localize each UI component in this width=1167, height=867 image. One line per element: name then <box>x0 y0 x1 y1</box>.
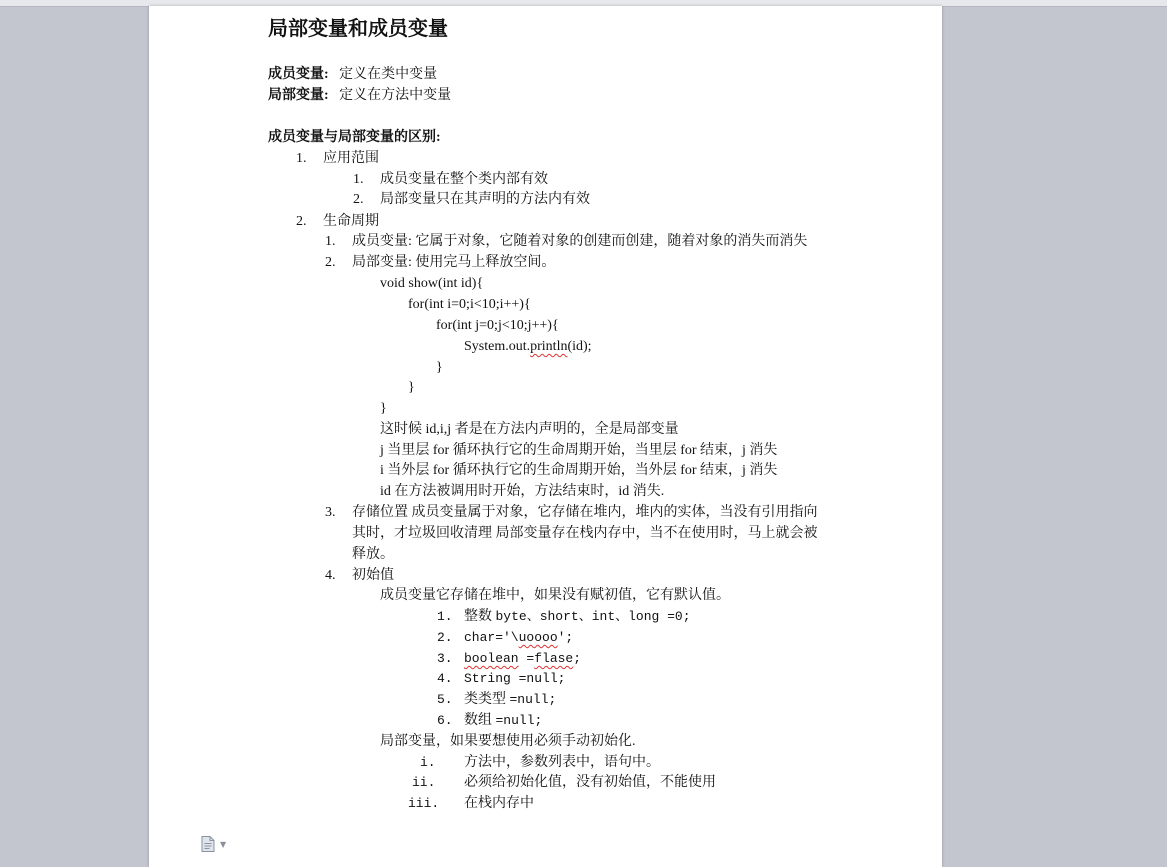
note-line: j 当里层 for 循环执行它的生命周期开始，当里层 for 结束，j 消失 <box>380 443 778 458</box>
definition-text: 定义在方法中变量 <box>339 88 452 103</box>
note-line: i 当外层 for 循环执行它的生命周期开始，当外层 for 结束，j 消失 <box>380 463 778 478</box>
local-point: 必须给初始化值，没有初始值，不能使用 <box>464 775 716 790</box>
document-icon[interactable] <box>201 836 215 852</box>
list-number: 5. <box>437 692 453 707</box>
list-number: 3. <box>325 505 336 520</box>
list-item-initial: 初始值 <box>352 568 394 583</box>
default-value-item: 类类型 =null; <box>464 692 557 707</box>
list-number: 2. <box>437 630 453 645</box>
local-point: 方法中，参数列表中，语句中。 <box>464 755 660 770</box>
list-number: 1. <box>325 234 336 249</box>
roman-numeral: ii. <box>412 775 436 790</box>
code-line: void show(int id){ <box>380 276 484 291</box>
list-number: 6. <box>437 713 453 728</box>
code-line <box>464 337 592 357</box>
list-item-storage: 存储位置 成员变量属于对象，它存储在堆内，堆内的实体，当没有引用指向 <box>352 505 818 520</box>
default-value-item: char='\uoooo'; <box>464 630 574 645</box>
list-item: 成员变量在整个类内部有效 <box>380 172 548 187</box>
spellcheck-underlined-word: println <box>530 339 568 354</box>
list-item: 成员变量: 它属于对象，它随着对象的创建而创建，随着对象的消失而消失 <box>352 234 808 249</box>
list-number: 2. <box>325 255 336 270</box>
default-value-item: 整数 byte、short、int、long =0; <box>464 609 691 624</box>
list-item: 局部变量: 使用完马上释放空间。 <box>352 255 556 270</box>
member-default-intro: 成员变量它存储在堆中，如果没有赋初值，它有默认值。 <box>380 588 730 603</box>
default-value-item: boolean =flase; <box>464 651 582 666</box>
local-init-intro: 局部变量，如果要想使用必须手动初始化. <box>380 734 636 749</box>
list-number: 4. <box>437 671 453 686</box>
definition-term: 局部变量: <box>268 88 329 103</box>
definition-local <box>268 86 451 106</box>
roman-numeral: iii. <box>408 796 440 811</box>
list-number: 1. <box>437 609 453 624</box>
note-line: 这时候 id,i,j 者是在方法内声明的，全是局部变量 <box>380 422 679 437</box>
code-text: (id); <box>567 339 592 354</box>
list-number: 2. <box>353 192 364 207</box>
note-line: id 在方法被调用时开始，方法结束时，id 消失. <box>380 484 665 499</box>
code-line: } <box>380 401 387 416</box>
code-line: for(int i=0;i<10;i++){ <box>408 297 531 312</box>
list-number: 1. <box>296 151 307 166</box>
code-line: } <box>436 360 443 375</box>
default-value-item: 数组 =null; <box>464 713 543 728</box>
definition-term: 成员变量: <box>268 67 329 82</box>
dropdown-caret-icon[interactable]: ▼ <box>220 840 227 849</box>
local-point: 在栈内存中 <box>464 796 534 811</box>
default-value-item: String =null; <box>464 671 566 686</box>
definition-member <box>268 65 437 85</box>
list-number: 4. <box>325 568 336 583</box>
section-heading: 成员变量与局部变量的区别: <box>268 130 441 145</box>
list-number: 1. <box>353 172 364 187</box>
document-title: 局部变量和成员变量 <box>268 16 448 40</box>
definition-text: 定义在类中变量 <box>339 67 438 82</box>
list-number: 3. <box>437 651 453 666</box>
code-text: System.out. <box>464 339 531 354</box>
code-line: } <box>408 380 415 395</box>
code-line: for(int j=0;j<10;j++){ <box>436 318 559 333</box>
list-number: 2. <box>296 214 307 229</box>
list-item-storage-cont: 其时，才垃圾回收清理 局部变量存在栈内存中，当不在使用时，马上就会被 <box>352 526 818 541</box>
roman-numeral: i. <box>420 755 436 770</box>
list-item: 局部变量只在其声明的方法内有效 <box>380 192 590 207</box>
list-item-lifecycle: 生命周期 <box>323 214 379 229</box>
list-item-scope: 应用范围 <box>323 151 379 166</box>
list-item-storage-cont: 释放。 <box>352 547 394 562</box>
